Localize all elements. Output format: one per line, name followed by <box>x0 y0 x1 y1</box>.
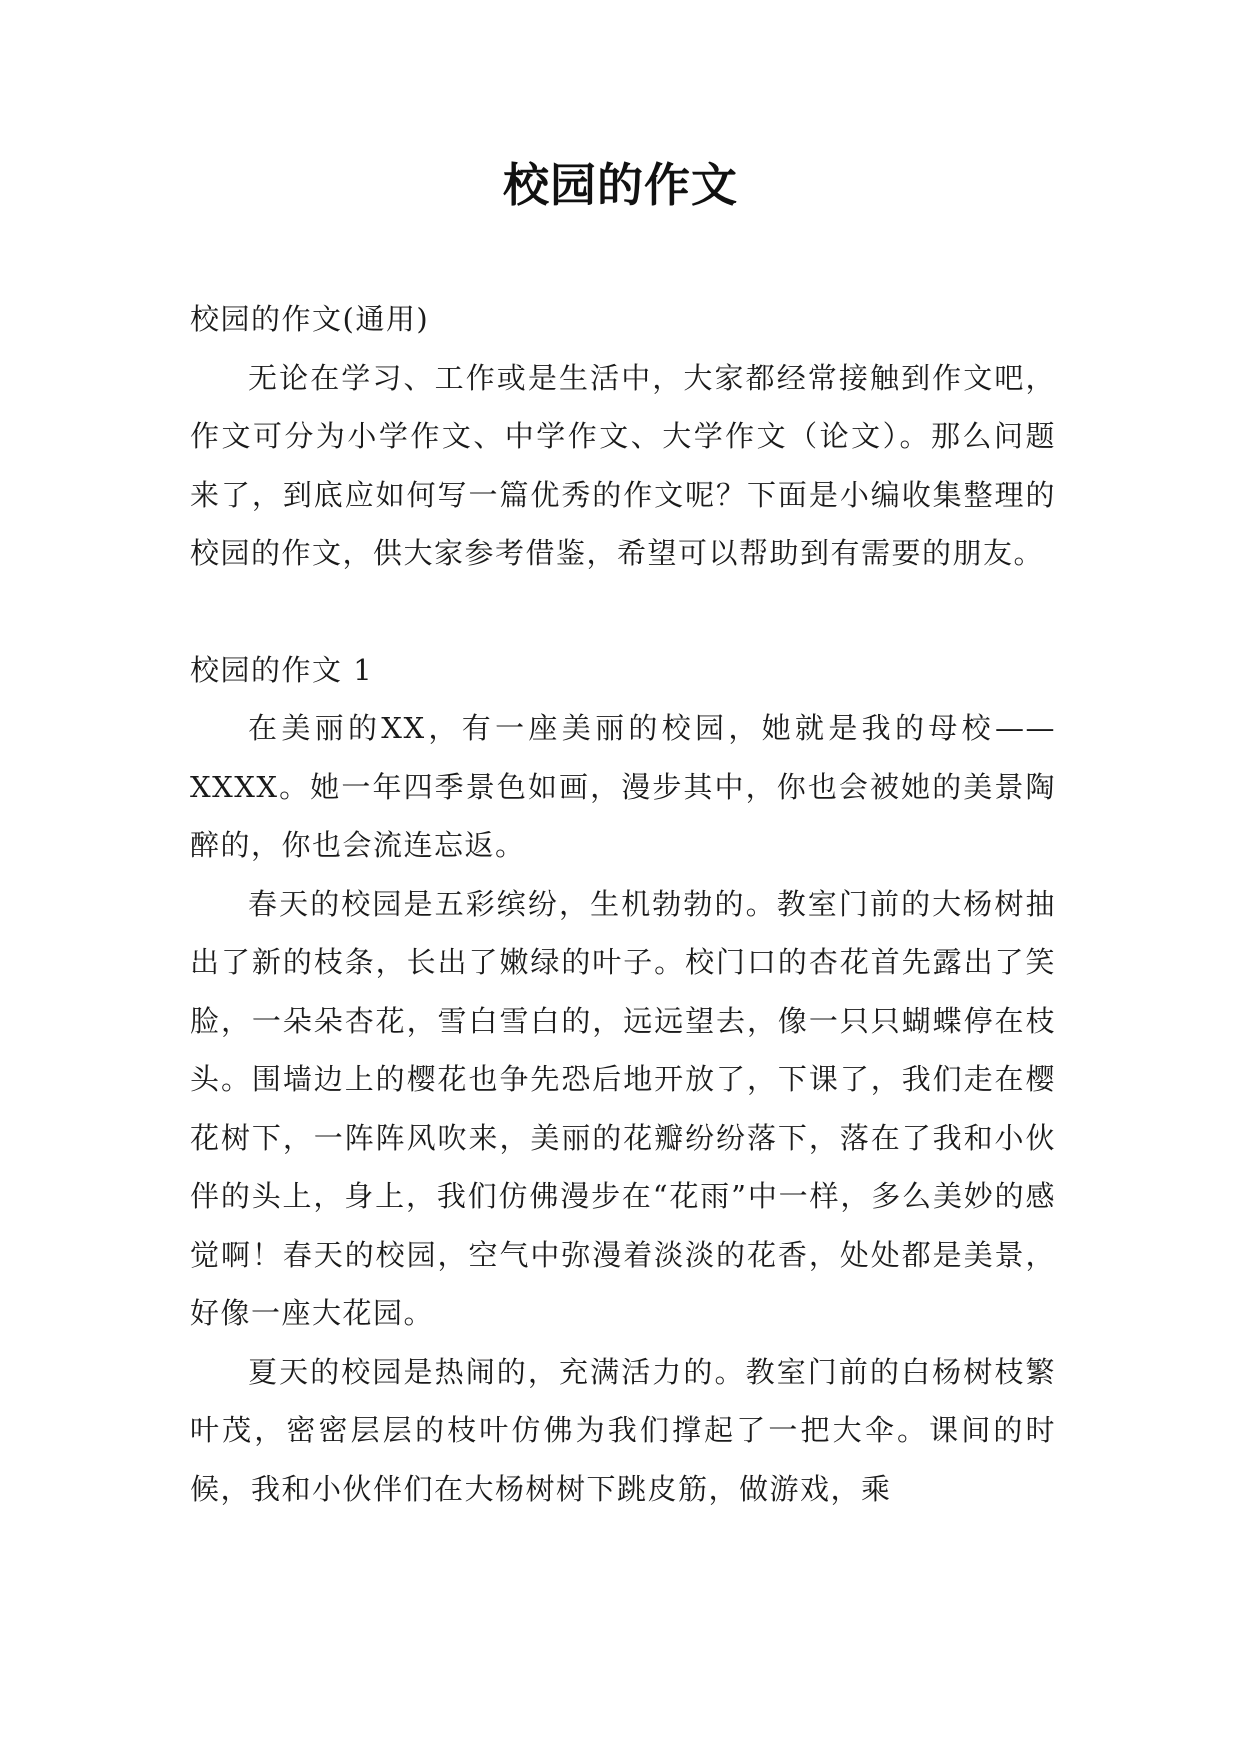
document-body <box>190 290 1056 1518</box>
intro-paragraph: 无论在学习、工作或是生活中，大家都经常接触到作文吧，作文可分为小学作文、中学作文、大学作文（论文）。那么问题来了，到底应如何写一篇优秀的作文呢？下面是小编收集整理的校园的作文，供大家参考借鉴，希望可以帮助到有需要的朋友。 <box>190 360 1056 570</box>
intro-heading: 校园的作文(通用) <box>190 302 430 336</box>
essay1-heading: 校园的作文 1 <box>190 652 374 687</box>
essay1-paragraph-1: 在美丽的XX，有一座美丽的校园，她就是我的母校——XXXX。她一年四季景色如画，漫步其中，你也会被她的美景陶醉的，你也会流连忘返。 <box>190 711 1056 862</box>
document-title: 校园的作文 <box>503 158 738 212</box>
essay1-paragraph-3: 夏天的校园是热闹的，充满活力的。教室门前的白杨树枝繁叶茂，密密层层的枝叶仿佛为我们撑起了一把大伞。课间的时候，我和小伙伴们在大杨树树下跳皮筋，做游戏，乘 <box>190 1354 1056 1506</box>
essay1-paragraph-2: 春天的校园是五彩缤纷，生机勃勃的。教室门前的大杨树抽出了新的枝条，长出了嫩绿的叶子。校门口的杏花首先露出了笑脸，一朵朵杏花，雪白雪白的，远远望去，像一只只蝴蝶停在枝头。围墙边上的樱花也争先恐后地开放了，下课了，我们走在樱花树下，一阵阵风吹来，美丽的花瓣纷纷落下，落在了我和小伙伴的头上，身上，我们仿佛漫步在“花雨”中一样，多么美妙的感觉啊！春天的校园，空气中弥漫着淡淡的花香，处处都是美景，好像一座大花园。 <box>190 886 1056 1330</box>
